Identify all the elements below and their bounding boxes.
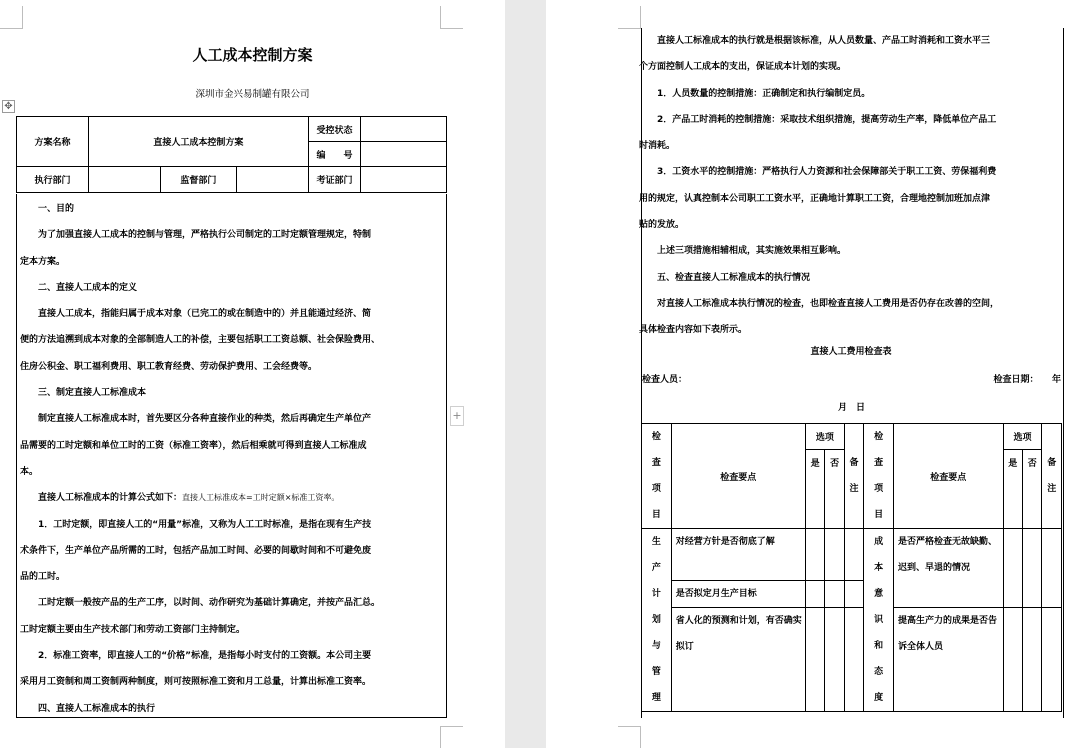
- formula-line: 直接人工标准成本的计算公式如下：直接人工标准成本=工时定额×标准工资率。: [38, 493, 340, 504]
- control-status-label: 受控状态: [308, 117, 361, 142]
- formula-text: 直接人工标准成本=工时定额×标准工资率。: [182, 493, 340, 503]
- month-day-label: 月 日: [837, 403, 865, 413]
- paragraph: 直接人工标准成本的执行就是根据该标准，从人员数量、产品工时消耗和工资水平三: [657, 36, 991, 46]
- paragraph: 3．工资水平的控制措施：严格执行人力资源和社会保障部关于职工工资、劳保福利费: [657, 167, 997, 178]
- item-header-right: 检 查 项 目: [864, 424, 894, 529]
- crop-mark: [618, 6, 641, 29]
- paragraph: 本。: [20, 466, 39, 477]
- supervise-dept-label: 监督部门: [160, 167, 236, 193]
- paragraph: 2．产品工时消耗的控制措施：采取技术组织措施，提高劳动生产率，降低单位产品工: [657, 114, 997, 125]
- crop-mark: [440, 6, 463, 29]
- paragraph: 品需要的工时定额和单位工时的工资（标准工资率），然后相乘就可得到直接人工标准成: [20, 440, 367, 451]
- plus-icon[interactable]: +: [450, 406, 464, 426]
- remark-cell[interactable]: [844, 608, 863, 712]
- item-production-planning: 生 产 计 划 与 管 理: [642, 529, 672, 712]
- plan-header-table: [16, 116, 447, 193]
- paragraph: 具体检查内容如下表所示。: [639, 325, 748, 336]
- inspect-date-label: 检查日期： 年: [993, 375, 1061, 385]
- remark-header-left: 备 注: [844, 424, 863, 529]
- check-point: 对经营方针是否彻底了解: [671, 529, 805, 581]
- check-point: 省人化的预测和计划，有否确实拟订: [671, 608, 805, 712]
- exec-dept-value[interactable]: [89, 167, 161, 193]
- heading-purpose: 一、目的: [38, 204, 75, 214]
- paragraph: 时消耗。: [639, 141, 676, 152]
- exec-dept-label: 执行部门: [17, 167, 89, 193]
- inspector-label: 检查人员：: [642, 375, 688, 385]
- crop-mark: [440, 726, 463, 748]
- control-status-value[interactable]: [361, 117, 447, 142]
- item-cost-awareness: 成 本 意 识 和 态 度: [864, 529, 894, 712]
- check-point: 是否拟定月生产目标: [671, 581, 805, 608]
- document-title: 人工成本控制方案: [192, 46, 313, 64]
- paragraph: 品的工时。: [20, 572, 66, 583]
- yes-header-left: 是: [805, 450, 824, 529]
- remark-cell[interactable]: [844, 581, 863, 608]
- no-header-right: 否: [1023, 450, 1042, 529]
- points-header-left: 检查要点: [671, 424, 805, 529]
- check-point: 提高生产力的成果是否告诉全体人员: [893, 608, 1003, 712]
- paragraph: 为了加强直接人工成本的控制与管理，严格执行公司制定的工时定额管理规定，特制: [38, 230, 372, 241]
- supervise-dept-value[interactable]: [236, 167, 308, 193]
- crop-mark: [618, 726, 641, 748]
- paragraph: 住房公积金、职工福利费用、职工教育经费、劳动保护费用、工会经费等。: [20, 361, 318, 372]
- no-header-left: 否: [825, 450, 844, 529]
- paragraph: 工时定额一般按产品的生产工序，以时间、动作研究为基础计算确定，并按产品汇总。: [38, 598, 381, 609]
- paragraph: 1．工时定额，即直接人工的“用量”标准，又称为人工工时标准，是指在现有生产技: [38, 519, 372, 530]
- no-cell[interactable]: [1023, 529, 1042, 608]
- yes-cell[interactable]: [1003, 529, 1022, 608]
- plan-name-value[interactable]: 直接人工成本控制方案: [89, 117, 309, 167]
- crop-mark: [0, 6, 23, 29]
- labor-cost-check-table: [641, 423, 1062, 712]
- paragraph: 定本方案。: [20, 256, 66, 267]
- no-cell[interactable]: [1023, 608, 1042, 712]
- paragraph: 直接人工成本，指能归属于成本对象（已完工的或在制造中的）并且能通过经济、简: [38, 309, 372, 320]
- remark-cell[interactable]: [1042, 529, 1062, 608]
- paragraph: 1．人员数量的控制措施：正确制定和执行编制定员。: [657, 88, 871, 99]
- paragraph: 2．标准工资率，即直接人工的“价格”标准，是指每小时支付的工资额。本公司主要: [38, 651, 372, 662]
- paragraph: 上述三项措施相辅相成，其实施效果相互影响。: [657, 246, 847, 257]
- verify-dept-value[interactable]: [361, 167, 447, 193]
- heading-standard-cost: 三、制定直接人工标准成本: [38, 388, 147, 399]
- yes-cell[interactable]: [805, 581, 824, 608]
- move-handle-icon[interactable]: ✥: [2, 100, 15, 113]
- item-header-left: 检 查 项 目: [642, 424, 672, 529]
- plan-name-label: 方案名称: [17, 117, 89, 167]
- company-name: 深圳市金兴易制罐有限公司: [195, 89, 310, 100]
- paragraph: 制定直接人工标准成本时，首先要区分各种直接作业的种类，然后再确定生产单位产: [38, 414, 372, 425]
- options-header-left: 选项: [805, 424, 844, 450]
- document-page-1: [0, 0, 505, 748]
- page2-body-text: [639, 28, 1063, 344]
- paragraph: 对直接人工标准成本执行情况的检查，也即检查直接人工费用是否仍存在改善的空间，: [657, 298, 1000, 309]
- paragraph: 个方面控制人工成本的支出，保证成本计划的实现。: [639, 62, 847, 73]
- paragraph: 用的规定，认真控制本公司职工工资水平，正确地计算职工工资，合理地控制加班加点津: [639, 193, 991, 204]
- options-header-right: 选项: [1003, 424, 1042, 450]
- no-cell[interactable]: [825, 529, 844, 581]
- verify-dept-label: 考证部门: [308, 167, 361, 193]
- yes-cell[interactable]: [1003, 608, 1022, 712]
- check-point: 是否严格检查无故缺勤、迟到、早退的情况: [893, 529, 1003, 608]
- yes-cell[interactable]: [805, 608, 824, 712]
- remark-cell[interactable]: [1042, 608, 1062, 712]
- paragraph: 便的方法追溯到成本对象的全部制造人工的补偿，主要包括职工工资总额、社会保险费用、: [20, 335, 381, 346]
- paragraph: 采用月工资制和周工资制两种制度，则可按照标准工资和月工总量，计算出标准工资率。: [20, 677, 372, 688]
- remark-cell[interactable]: [844, 529, 863, 581]
- remark-header-right: 备 注: [1042, 424, 1062, 529]
- paragraph: 贴的发放。: [639, 220, 685, 231]
- inspector-row: [642, 372, 1061, 385]
- heading-execution: 四、直接人工标准成本的执行: [38, 703, 156, 714]
- check-table-title: 直接人工费用检查表: [810, 347, 892, 357]
- yes-header-right: 是: [1003, 450, 1022, 529]
- document-page-2: [546, 0, 1080, 748]
- paragraph: 术条件下，生产单位产品所需的工时，包括产品加工时间、必要的间歇时间和不可避免废: [20, 545, 372, 556]
- number-value[interactable]: [361, 142, 447, 167]
- no-cell[interactable]: [825, 581, 844, 608]
- number-label: 编 号: [308, 142, 361, 167]
- points-header-right: 检查要点: [893, 424, 1003, 529]
- no-cell[interactable]: [825, 608, 844, 712]
- plan-body-text: [20, 196, 444, 722]
- heading-check: 五、检查直接人工标准成本的执行情况: [657, 272, 811, 283]
- paragraph: 工时定额主要由生产技术部门和劳动工资部门主持制定。: [20, 624, 246, 635]
- page-gutter: [505, 0, 546, 748]
- heading-definition: 二、直接人工成本的定义: [38, 282, 138, 293]
- yes-cell[interactable]: [805, 529, 824, 581]
